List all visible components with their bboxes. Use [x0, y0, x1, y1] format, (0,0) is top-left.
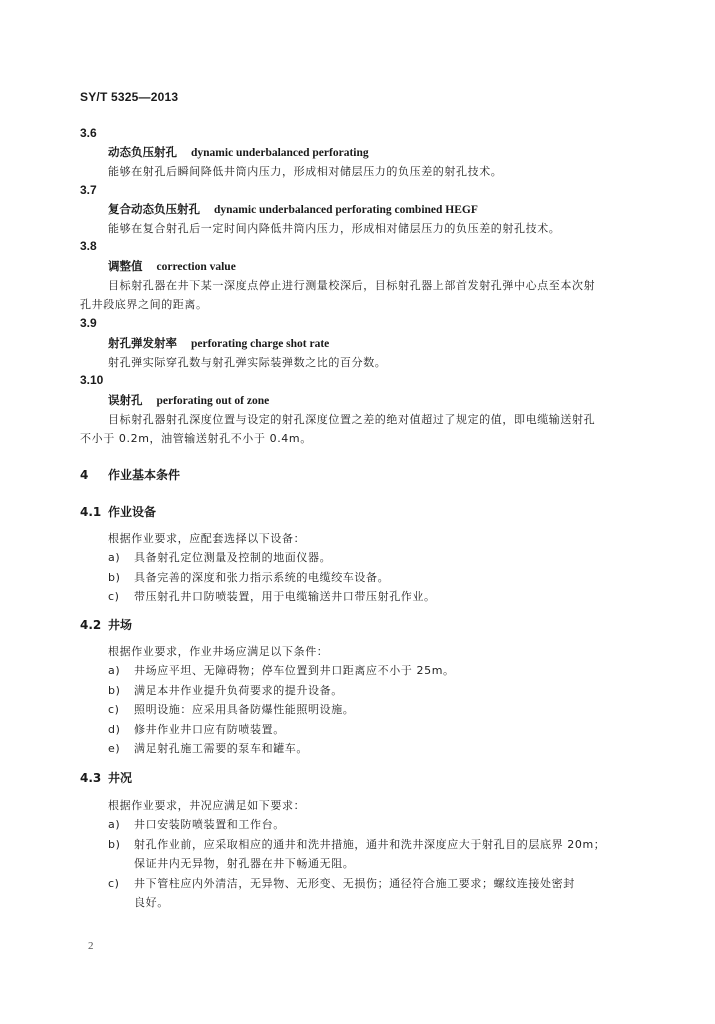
page-number: 2 — [88, 940, 94, 952]
section-title: 作业基本条件 — [108, 468, 181, 482]
subsection-intro: 根据作业要求，井况应满足如下要求： — [108, 799, 306, 812]
term-title — [108, 201, 478, 217]
list-item-cont: 保证井内无异物，射孔器在井下畅通无阻。 — [134, 857, 355, 870]
subsection-number: 4.3 — [80, 771, 102, 785]
term-definition-cont: 孔井段底界之间的距离。 — [80, 298, 208, 311]
section-number: 4 — [80, 468, 89, 482]
subsection-title: 井况 — [108, 771, 133, 785]
subsection-heading — [80, 503, 156, 520]
clause-number: 3.7 — [80, 183, 97, 197]
term-definition: 目标射孔器在井下某一深度点停止进行测量校深后，目标射孔器上部首发射孔弹中心点至本次射 — [108, 279, 596, 292]
subsection-heading — [80, 616, 132, 633]
list-item: b) 具备完善的深度和张力指示系统的电缆绞车设备。 — [108, 571, 390, 584]
subsection-title: 作业设备 — [108, 505, 157, 519]
list-item: b) 射孔作业前，应采取相应的通井和洗井措施，通井和洗井深度应大于射孔目的层底界 20m； — [108, 838, 606, 851]
list-item-cont: 良好。 — [134, 896, 169, 909]
term-en: perforating out of zone — [156, 395, 270, 407]
subsection-heading — [80, 769, 132, 786]
list-item: d) 修井作业井口应有防喷装置。 — [108, 723, 285, 736]
subsection-intro: 根据作业要求，作业井场应满足以下条件： — [108, 645, 329, 658]
term-title — [108, 335, 329, 351]
list-item: c) 带压射孔井口防喷装置，用于电缆输送井口带压射孔作业。 — [108, 590, 436, 603]
term-zh: 射孔弹发射率 — [108, 336, 177, 350]
term-zh: 调整值 — [108, 259, 143, 273]
clause-number: 3.6 — [80, 126, 97, 140]
list-item: b) 满足本井作业提升负荷要求的提升设备。 — [108, 684, 343, 697]
term-en: correction value — [156, 261, 236, 273]
list-item: a) 具备射孔定位测量及控制的地面仪器。 — [108, 551, 332, 564]
clause-number: 3.10 — [80, 373, 104, 387]
term-zh: 动态负压射孔 — [108, 145, 177, 159]
term-title — [108, 144, 369, 160]
list-item: e) 满足射孔施工需要的泵车和罐车。 — [108, 742, 308, 755]
term-definition: 目标射孔器射孔深度位置与设定的射孔深度位置之差的绝对值超过了规定的值，即电缆输送射孔 — [108, 413, 596, 426]
list-item: a) 井场应平坦、无障碍物；停车位置到井口距离应不小于 25m。 — [108, 664, 455, 677]
clause-number: 3.8 — [80, 239, 97, 253]
section-heading — [80, 466, 180, 483]
list-item: c) 照明设施：应采用具备防爆性能照明设施。 — [108, 703, 355, 716]
term-en: dynamic underbalanced perforating combined HEGF — [214, 204, 478, 216]
term-title — [108, 392, 269, 408]
term-en: perforating charge shot rate — [191, 338, 330, 350]
term-zh: 误射孔 — [108, 393, 143, 407]
standard-number: SY/T 5325—2013 — [80, 90, 179, 104]
list-item: a) 井口安装防喷装置和工作台。 — [108, 818, 285, 831]
subsection-intro: 根据作业要求，应配套选择以下设备： — [108, 532, 306, 545]
term-title — [108, 258, 236, 274]
term-definition: 能够在复合射孔后一定时间内降低井筒内压力，形成相对储层压力的负压差的射孔技术。 — [108, 222, 561, 235]
term-definition: 能够在射孔后瞬间降低井筒内压力，形成相对储层压力的负压差的射孔技术。 — [108, 165, 503, 178]
term-definition-cont: 不小于 0.2m，油管输送射孔不小于 0.4m。 — [80, 432, 312, 445]
term-definition: 射孔弹实际穿孔数与射孔弹实际装弹数之比的百分数。 — [108, 356, 387, 369]
clause-number: 3.9 — [80, 316, 97, 330]
subsection-title: 井场 — [108, 618, 133, 632]
subsection-number: 4.2 — [80, 618, 102, 632]
term-zh: 复合动态负压射孔 — [108, 202, 200, 216]
list-item: c) 井下管柱应内外清洁，无异物、无形变、无损伤；通径符合施工要求；螺纹连接处密封 — [108, 877, 575, 890]
term-en: dynamic underbalanced perforating — [191, 147, 369, 159]
subsection-number: 4.1 — [80, 505, 102, 519]
